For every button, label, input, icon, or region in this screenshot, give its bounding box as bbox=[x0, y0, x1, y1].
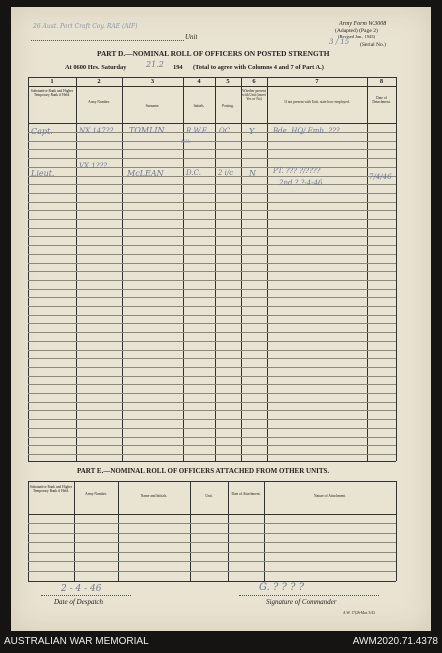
ruled-line bbox=[28, 410, 396, 411]
ruled-line bbox=[28, 323, 396, 324]
ruled-line bbox=[28, 571, 396, 572]
ruled-line bbox=[28, 297, 396, 298]
report-year: 194 bbox=[173, 64, 183, 71]
part-d-note: (Total to agree with Columns 4 and 7 of Part A.) bbox=[193, 64, 324, 71]
commander-signature: G. ? ? ? ? bbox=[259, 582, 304, 593]
ruled-line bbox=[28, 445, 396, 446]
form-revised: (Revised Jan., 1943) bbox=[338, 34, 375, 39]
ruled-line bbox=[28, 350, 396, 351]
unit-dotted-line bbox=[31, 40, 184, 41]
ruled-line bbox=[28, 141, 396, 142]
row2-initials: D.C. bbox=[186, 169, 201, 177]
e-col-header-date: Date of Attachment. bbox=[231, 492, 261, 496]
row2-employment: PT. ??? ?/???? bbox=[273, 167, 321, 175]
col-number-1: 1 bbox=[50, 78, 54, 85]
despatch-label: Date of Despatch bbox=[54, 598, 103, 606]
row2-employment-line2: 2nd ? ?-4-46 bbox=[279, 179, 323, 187]
unit-handwritten: 26 Aust. Port Craft Coy. RAE (AIF) bbox=[33, 23, 138, 30]
part-d-title: PART D.—NOMINAL ROLL OF OFFICERS ON POSTED STRENGTH bbox=[97, 49, 330, 58]
col-header-present: Whether present with Unit (insert Yes or No) bbox=[242, 89, 266, 102]
footer-accession-number: AWM2020.71.4378 bbox=[352, 636, 438, 647]
row1-number: NX 147?? bbox=[79, 127, 114, 135]
ruled-line bbox=[28, 219, 396, 220]
row2-present: N bbox=[249, 169, 256, 178]
despatch-date-handwritten: 2 - 4 - 46 bbox=[61, 584, 102, 594]
ruled-line bbox=[28, 402, 396, 403]
commander-dotted-line bbox=[239, 595, 379, 596]
e-col-header-rank: Substantive Rank and Higher Temporary Rank if Held. bbox=[29, 485, 73, 494]
ruled-line bbox=[28, 236, 396, 237]
row1-rank: Capt. bbox=[31, 127, 53, 136]
ruled-line bbox=[28, 358, 396, 359]
serial-handwritten: 3 / 15 bbox=[329, 38, 350, 46]
col-header-rank: Substantive Rank and Higher Temporary Rank if Held. bbox=[30, 89, 74, 98]
at-prefix: At 0600 Hrs. Saturday bbox=[65, 64, 127, 71]
ruled-line bbox=[28, 341, 396, 342]
ruled-line bbox=[28, 523, 396, 524]
ruled-line bbox=[28, 332, 396, 333]
ruled-line bbox=[28, 245, 396, 246]
ruled-line bbox=[28, 289, 396, 290]
row1-posting: OC bbox=[219, 127, 231, 135]
e-col-header-name: Name and Initials. bbox=[140, 494, 168, 498]
ruled-line bbox=[28, 193, 396, 194]
col-number-8: 8 bbox=[379, 78, 384, 85]
ruled-line bbox=[28, 176, 396, 177]
ruled-line bbox=[28, 263, 396, 264]
ruled-line bbox=[28, 254, 396, 255]
print-code: A.W. 17(26-Mar. 5/43 bbox=[343, 611, 375, 615]
ruled-line bbox=[28, 454, 396, 455]
e-col-header-army-number: Army Number. bbox=[85, 492, 107, 496]
ruled-line bbox=[28, 552, 396, 553]
col-header-detachment: Date of Detachment. bbox=[372, 96, 391, 105]
col-header-army-number: Army Number. bbox=[88, 100, 110, 104]
row1-initials: R.W.F. bbox=[186, 127, 208, 135]
report-date-handwritten: 21.2 bbox=[146, 60, 164, 69]
part-e-title: PART E.—NOMINAL ROLL OF OFFICERS ATTACHED FROM OTHER UNITS. bbox=[77, 467, 330, 475]
col-number-6: 6 bbox=[252, 78, 256, 85]
row2-detachment-date: 7/4/46 bbox=[369, 173, 392, 181]
stray-mark: NIL bbox=[181, 139, 191, 145]
row2-number: VX 1??? bbox=[79, 162, 107, 170]
col-number-7: 7 bbox=[315, 78, 319, 85]
commander-label: Signature of Commander bbox=[266, 598, 337, 606]
ruled-line bbox=[28, 158, 396, 159]
col-header-posting: Posting. bbox=[222, 104, 234, 108]
col-header-employment: If not present with Unit, state how employed. bbox=[284, 100, 350, 104]
archive-footer bbox=[0, 631, 442, 653]
ruled-line bbox=[28, 315, 396, 316]
ruled-line bbox=[28, 202, 396, 203]
e-col-header-unit: Unit. bbox=[205, 494, 213, 498]
footer-institution: AUSTRALIAN WAR MEMORIAL bbox=[4, 636, 149, 647]
ruled-line bbox=[28, 419, 396, 420]
ruled-line bbox=[28, 228, 396, 229]
ruled-line bbox=[28, 428, 396, 429]
row1-present: Y bbox=[249, 127, 255, 136]
ruled-line bbox=[28, 437, 396, 438]
col-number-2: 2 bbox=[97, 78, 101, 85]
form-name: Army Form W.3008 bbox=[339, 21, 387, 27]
col-header-surname: Surname. bbox=[145, 104, 160, 108]
ruled-line bbox=[28, 561, 396, 562]
col-number-4: 4 bbox=[197, 78, 201, 85]
unit-label: Unit bbox=[185, 33, 198, 41]
ruled-line bbox=[28, 280, 396, 281]
row2-rank: Lieut. bbox=[31, 169, 55, 178]
ruled-line bbox=[28, 184, 396, 185]
col-number-5: 5 bbox=[226, 78, 230, 85]
ruled-line bbox=[28, 542, 396, 543]
serial-label: (Serial No.) bbox=[360, 42, 386, 48]
row1-surname: TOMLIN bbox=[129, 126, 165, 135]
row2-surname: McLEAN bbox=[127, 169, 164, 178]
ruled-line bbox=[28, 533, 396, 534]
ruled-line bbox=[28, 367, 396, 368]
ruled-line bbox=[28, 210, 396, 211]
row1-employment: Bde. HQ/ Emb. ??? bbox=[273, 127, 340, 135]
despatch-dotted-line bbox=[41, 595, 131, 596]
ruled-line bbox=[28, 384, 396, 385]
ruled-line bbox=[28, 393, 396, 394]
col-header-initials: Initials. bbox=[193, 104, 205, 108]
ruled-line bbox=[28, 271, 396, 272]
ruled-line bbox=[28, 376, 396, 377]
form-adapted: (Adapted) (Page 2) bbox=[335, 28, 378, 34]
form-paper bbox=[11, 7, 431, 631]
ruled-line bbox=[28, 306, 396, 307]
col-number-3: 3 bbox=[150, 78, 155, 85]
ruled-line bbox=[28, 149, 396, 150]
row2-posting: 2 i/c bbox=[218, 169, 234, 177]
e-col-header-nature: Nature of Attachment. bbox=[313, 494, 347, 498]
